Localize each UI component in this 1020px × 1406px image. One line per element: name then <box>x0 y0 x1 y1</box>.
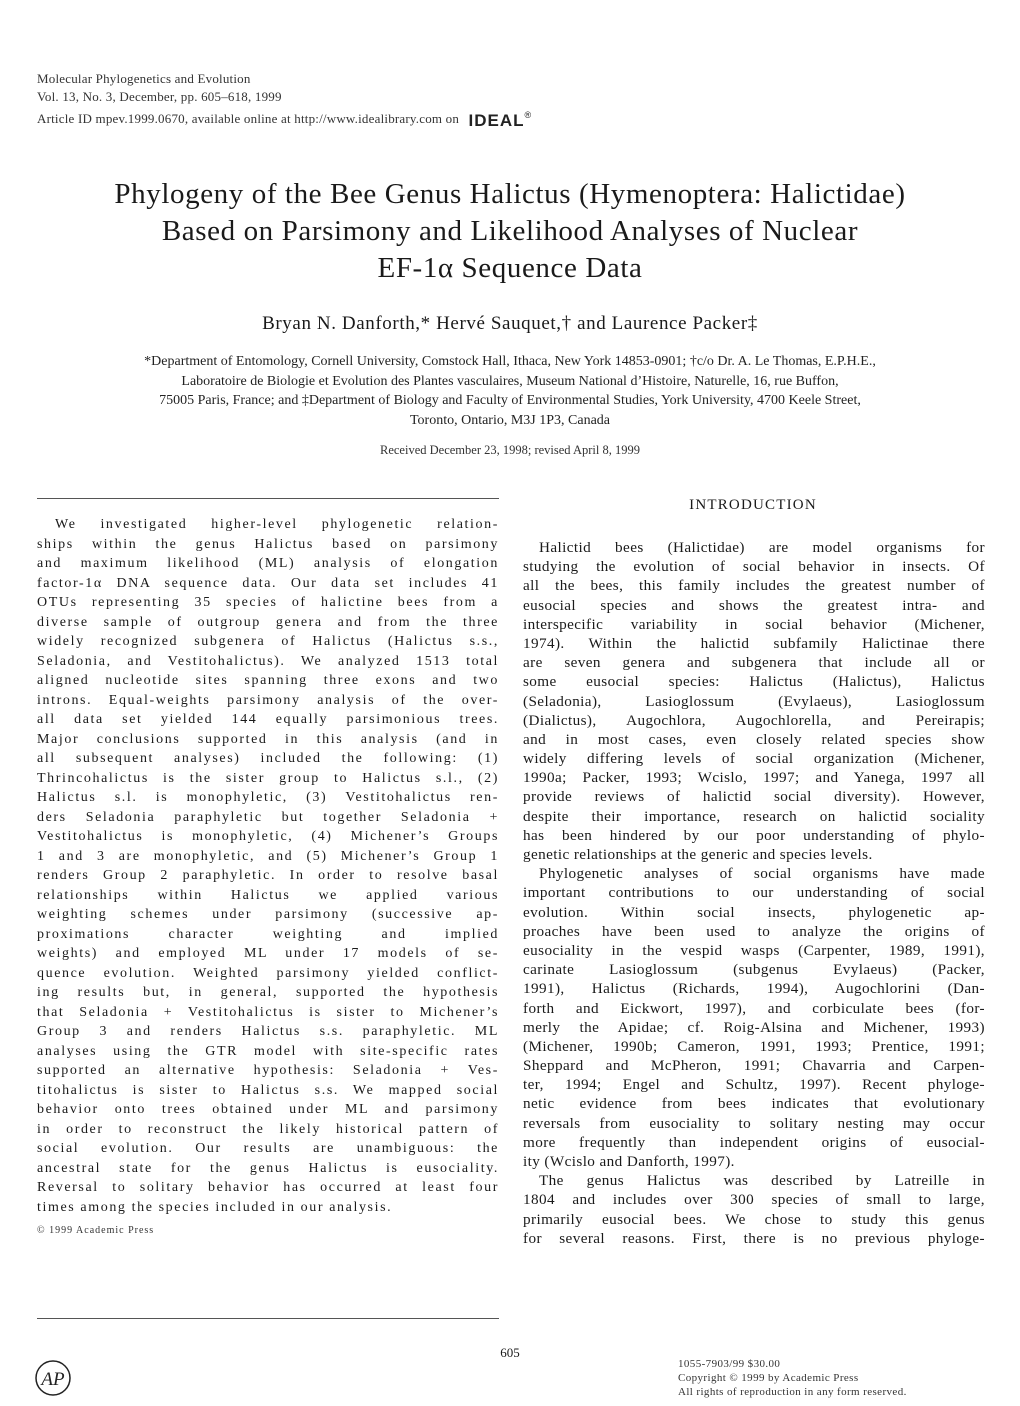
received-dates: Received December 23, 1998; revised April 8, 1999 <box>380 443 640 457</box>
intro-line: important contributions to our understanding of social <box>523 884 985 902</box>
section-heading-introduction: INTRODUCTION <box>689 497 817 513</box>
abstract-line: weights) and employed ML under 17 models of se- <box>37 946 499 961</box>
intro-line: genetic relationships at the generic and species levels. <box>523 846 873 863</box>
intro-line: interspecific variability in social behavior (Michener, <box>523 615 985 633</box>
affiliation-line: Toronto, Ontario, M3J 1P3, Canada <box>409 412 611 428</box>
abstract-line: ders Seladonia paraphyletic but together Seladonia + <box>37 809 499 825</box>
abstract-line: and maximum likelihood (ML) analysis of elongation <box>37 556 499 571</box>
intro-line: carinate Lasioglossum (subgenus Evylaeus) (Packer, <box>523 961 985 979</box>
intro-line: despite their importance, research on halictid sociality <box>523 807 985 825</box>
abstract-line: social evolution. Our results are unambiguous: the <box>37 1141 499 1156</box>
abstract-line: widely recognized subgenera of Halictus (Halictus s.s., <box>37 634 499 649</box>
intro-line: Sheppard and McPheron, 1991; Chavarria and Carpen- <box>523 1057 985 1075</box>
intro-line: Phylogenetic analyses of social organisms have made <box>539 865 985 883</box>
author-list: Bryan N. Danforth,* Hervé Sauquet,† and Laurence Packer‡ <box>262 313 758 334</box>
title-line: Phylogeny of the Bee Genus Halictus (Hymenoptera: Halictidae) <box>114 178 906 210</box>
intro-line: ter, 1994; Engel and Schultz, 1997). Recent phyloge- <box>523 1076 985 1094</box>
ideal-logo-text: IDEAL <box>468 111 525 130</box>
abstract-line: Halictus s.l. is monophyletic, (3) Vestitohalictus ren- <box>37 790 499 805</box>
abstract-line: analyses using the GTR model with site-specific rates <box>37 1043 499 1059</box>
intro-line: some eusocial species: Halictus (Halictus), Halictus <box>523 673 985 691</box>
svg-text:AP: AP <box>41 1369 65 1390</box>
journal-article-line <box>37 106 532 130</box>
abstract-line: proximations character weighting and implied <box>37 926 499 942</box>
intro-line: eusociality in the vespid wasps (Carpenter, 1989, 1991), <box>523 941 985 959</box>
abstract-line: aligned nucleotide sites spanning three exons and two <box>37 673 499 688</box>
ideal-logo <box>469 106 533 130</box>
affiliation-line: *Department of Entomology, Cornell University, Comstock Hall, Ithaca, New York 14853-0901; †c/o Dr. A. Le Thomas, E.P.H.E., <box>144 354 876 369</box>
rights-reserved-line: All rights of reproduction in any form reserved. <box>678 1386 907 1398</box>
abstract-line: in order to reconstruct the likely historical pattern of <box>37 1121 499 1137</box>
introduction-body <box>523 538 985 1248</box>
intro-line: has been hindered by our poor understanding of phylo- <box>523 826 985 844</box>
abstract-line: behavior onto trees obtained under ML and parsimony <box>37 1102 499 1117</box>
abstract-line: Group 3 and renders Halictus s.s. paraphyletic. ML <box>37 1024 499 1039</box>
intro-line: 1974). Within the halictid subfamily Halictinae there <box>523 634 985 652</box>
article-title <box>40 176 980 287</box>
abstract-bottom-rule <box>37 1318 499 1319</box>
abstract-line: Thrincohalictus is the sister group to Halictus s.l., (2) <box>37 770 499 786</box>
intro-line: all the bees, this family includes the greatest number of <box>523 577 985 595</box>
abstract-line: that Seladonia + Vestitohalictus is sister to Michener’s <box>37 1004 499 1020</box>
intro-line: primarily eusocial bees. We chose to study this genus <box>523 1210 985 1228</box>
intro-line: forth and Eickwort, 1997), and corbiculate bees (for- <box>523 999 985 1017</box>
intro-line: 1990a; Packer, 1993; Wcislo, 1997; and Yanega, 1997 all <box>523 769 985 787</box>
abstract <box>37 515 499 1241</box>
journal-name: Molecular Phylogenetics and Evolution <box>37 71 251 86</box>
abstract-line: We investigated higher-level phylogenetic relation- <box>55 517 499 532</box>
intro-line: evolution. Within social insects, phylogenetic ap- <box>523 903 985 921</box>
copyright-notice: © 1999 Academic Press <box>37 1225 155 1236</box>
intro-line: (Michener, 1990b; Cameron, 1991, 1993; Prentice, 1991; <box>523 1037 985 1055</box>
abstract-line: times among the species included in our analysis. <box>37 1199 393 1215</box>
intro-line: (Dialictus), Augochlora, Augochlorella, and Pereirapis; <box>523 711 985 729</box>
abstract-line: factor-1α DNA sequence data. Our data set includes 41 <box>37 575 499 591</box>
abstract-line: relationships within Halictus we applied various <box>37 887 499 903</box>
abstract-line: introns. Equal-weights parsimony analysis of the over- <box>37 692 499 708</box>
intro-line: are seven genera and subgenera that include all or <box>523 654 985 672</box>
intro-line: 1804 and includes over 300 species of small to large, <box>523 1191 985 1209</box>
abstract-line: Vestitohalictus is monophyletic, (4) Michener’s Groups <box>37 829 499 844</box>
abstract-line: diverse sample of outgroup genera and from the three <box>37 614 499 630</box>
intro-line: studying the evolution of social behavior in insects. Of <box>523 558 985 576</box>
abstract-line: all data set yielded 144 equally parsimonious trees. <box>37 712 499 727</box>
page-number: 605 <box>500 1345 520 1360</box>
intro-line: 1991), Halictus (Richards, 1994), Augochlorini (Dan- <box>523 980 985 998</box>
abstract-line: all subsequent analyses) included the following: (1) <box>37 751 499 766</box>
intro-line: reversals from eusociality to solitary nesting may occur <box>523 1114 985 1132</box>
abstract-line: ing results but, in general, supported the hypothesis <box>37 985 499 1000</box>
intro-line: ity (Wcislo and Danforth, 1997). <box>523 1153 735 1170</box>
journal-volume-line: Vol. 13, No. 3, December, pp. 605–618, 1999 <box>37 89 282 104</box>
journal-header <box>37 70 532 130</box>
intro-line: The genus Halictus was described by Latreille in <box>539 1172 985 1190</box>
affiliation-line: 75005 Paris, France; and ‡Department of Biology and Faculty of Environmental Studies, York University, 4700 Keele Street, <box>159 393 861 408</box>
intro-line: more frequently than independent origins of eusocial- <box>523 1133 985 1151</box>
rights-block <box>600 1357 985 1399</box>
abstract-line: ancestral state for the genus Halictus is eusociality. <box>37 1160 499 1176</box>
abstract-line: Reversal to solitary behavior has occurred at least four <box>37 1180 499 1195</box>
abstract-line: 1 and 3 are monophyletic, and (5) Michener’s Group 1 <box>37 848 499 864</box>
abstract-line: weighting schemes under parsimony (successive ap- <box>37 907 499 922</box>
intro-line: widely differing levels of social organization (Michener, <box>523 750 985 768</box>
intro-line: merly the Apidae; cf. Roig-Alsina and Michener, 1993) <box>523 1018 985 1036</box>
abstract-line: renders Group 2 paraphyletic. In order to resolve basal <box>37 868 499 883</box>
registered-mark: ® <box>524 110 533 120</box>
intro-line: Halictid bees (Halictidae) are model organisms for <box>539 539 985 556</box>
affiliations <box>30 352 990 430</box>
abstract-line: Seladonia, and Vestitohalictus). We analyzed 1513 total <box>37 653 499 669</box>
abstract-line: ships within the genus Halictus based on parsimony <box>37 536 499 552</box>
intro-line: eusocial species and shows the greatest intra- and <box>523 596 985 614</box>
abstract-line: titohalictus is sister to Halictus s.s. We mapped social <box>37 1082 499 1098</box>
article-id-text: Article ID mpev.1999.0670, available online at http://www.idealibrary.com on <box>37 111 460 126</box>
title-line: EF-1α Sequence Data <box>377 252 643 284</box>
intro-line: proaches have been used to analyze the origins of <box>523 922 985 940</box>
affiliation-line: Laboratoire de Biologie et Evolution des Plantes vasculaires, Museum National d’Histoire, Naturelle, 16, rue Buffon, <box>181 373 839 389</box>
abstract-line: supported an alternative hypothesis: Seladonia + Ves- <box>37 1063 499 1078</box>
abstract-line: quence evolution. Weighted parsimony yielded conflict- <box>37 965 499 981</box>
abstract-top-rule <box>37 498 499 499</box>
intro-line: (Seladonia), Lasioglossum (Evylaeus), Lasioglossum <box>523 692 985 710</box>
abstract-line: Major conclusions supported in this analysis (and in <box>37 731 499 747</box>
intro-line: netic evidence from bees indicates that evolutionary <box>523 1095 985 1113</box>
intro-line: and in most cases, even closely related species show <box>523 730 985 748</box>
intro-line: for several reasons. First, there is no previous phyloge- <box>523 1229 985 1247</box>
intro-line: provide reviews of halictid social diversity). However, <box>523 788 985 806</box>
academic-press-logo <box>33 1358 73 1398</box>
title-line: Based on Parsimony and Likelihood Analyses of Nuclear <box>161 215 859 247</box>
abstract-line: OTUs representing 35 species of halictine bees from a <box>37 595 499 610</box>
copyright-line: Copyright © 1999 by Academic Press <box>678 1372 859 1384</box>
issn-price: 1055-7903/99 $30.00 <box>678 1358 781 1370</box>
